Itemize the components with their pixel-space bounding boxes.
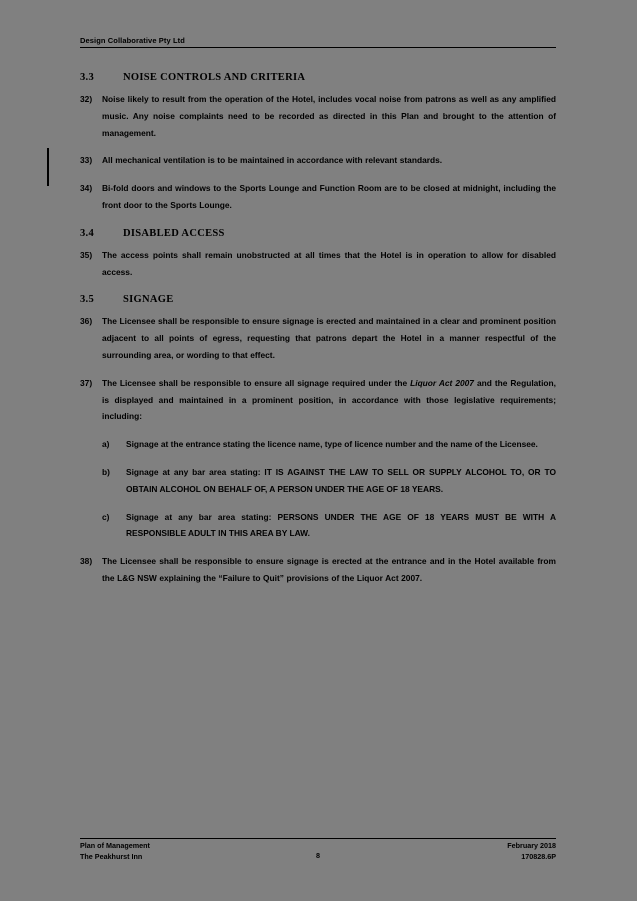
section-title: NOISE CONTROLS AND CRITERIA [123, 72, 306, 83]
subclause-text: Signage at any bar area stating: PERSONS UNDER THE AGE OF 18 YEARS MUST BE WITH A RESPONSIBLE ADULT IN THIS AREA BY LAW. [126, 511, 556, 539]
section-number: 3.4 [80, 227, 95, 239]
footer-job-number: 170828.6P [521, 851, 556, 861]
clause-marker: 37) [80, 377, 93, 388]
section-heading-disabled-access [80, 228, 556, 239]
subclause-text: Signage at the entrance stating the licence name, type of licence number and the name of the Licensee. [126, 439, 538, 450]
clause-text: Bi-fold doors and windows to the Sports Lounge and Function Room are to be closed at midnight, including the front door to the Sports Lounge. [102, 183, 556, 210]
clause-text [102, 375, 556, 425]
clause-marker: 33) [80, 155, 93, 166]
subclause-marker: b) [102, 466, 110, 477]
clause-text: All mechanical ventilation is to be maintained in accordance with relevant standards. [102, 155, 443, 166]
clause-text: Noise likely to result from the operation of the Hotel, includes vocal noise from patrons as well as any amplified music. Any noise complaints need to be recorded as directed in this Plan and brought to the attention of management. [102, 94, 556, 138]
section-heading-noise [80, 72, 556, 83]
clause-text-after: and the Regulation, is displayed and maintained in a prominent position, in accordance with those legislative requirements; including: [102, 377, 556, 422]
clause-marker: 38) [80, 556, 93, 567]
footer-right-block [507, 841, 556, 862]
clause-37 [80, 375, 556, 425]
document-body [80, 72, 556, 598]
clause-marker: 36) [80, 316, 93, 327]
clause-text: The Licensee shall be responsible to ensure signage is erected and maintained in a clear and prominent position adjacent to all points of egress, requesting that patrons depart the Hotel in a manner respectful of the surrounding area, or wording to that effect. [102, 316, 556, 360]
footer-rule [80, 838, 556, 839]
subclause-text: Signage at any bar area stating: IT IS AGAINST THE LAW TO SELL OR SUPPLY ALCOHOL TO, OR TO OBTAIN ALCOHOL ON BEHALF OF, A PERSON UNDER THE AGE OF 18 YEARS. [126, 466, 556, 494]
subclause-37c [102, 509, 556, 543]
footer-document-title: Plan of Management [80, 841, 150, 850]
clause-marker: 35) [80, 249, 93, 260]
section-title: SIGNAGE [123, 294, 174, 306]
footer-page-number: 8 [316, 851, 320, 860]
clause-act-citation: Liquor Act 2007 [410, 377, 474, 388]
clause-text: The access points shall remain unobstructed at all times that the Hotel is in operation to allow for disabled access. [102, 249, 556, 277]
page-header [80, 36, 556, 48]
clause-marker: 32) [80, 94, 93, 104]
footer-row [80, 841, 556, 863]
section-number: 3.3 [80, 72, 95, 83]
page-footer [80, 838, 556, 863]
clause-36 [80, 313, 556, 363]
section-number: 3.5 [80, 294, 95, 306]
footer-venue-name: The Peakhurst Inn [80, 851, 143, 861]
subclause-37a [102, 436, 556, 453]
section-title: DISABLED ACCESS [123, 227, 225, 239]
clause-38 [80, 553, 556, 587]
subclause-marker: a) [102, 439, 110, 450]
subclause-marker: c) [102, 511, 110, 522]
footer-date: February 2018 [507, 841, 556, 850]
clause-35 [80, 247, 556, 281]
subclause-37b [102, 464, 556, 498]
clause-32 [80, 91, 556, 141]
header-company-name: Design Collaborative Pty Ltd [80, 36, 185, 45]
clause-33 [80, 152, 556, 169]
clause-text: The Licensee shall be responsible to ensure signage is erected at the entrance and in the Hotel available from the L&G NSW explaining the “Failure to Quit” provisions of the Liquor Act 2007. [102, 556, 556, 583]
clause-34 [80, 180, 556, 214]
header-rule [80, 47, 556, 48]
clause-marker: 34) [80, 183, 93, 194]
clause-text-before: The Licensee shall be responsible to ensure all signage required under the [102, 377, 411, 388]
section-heading-signage [80, 294, 556, 305]
revision-change-bar [47, 148, 49, 186]
